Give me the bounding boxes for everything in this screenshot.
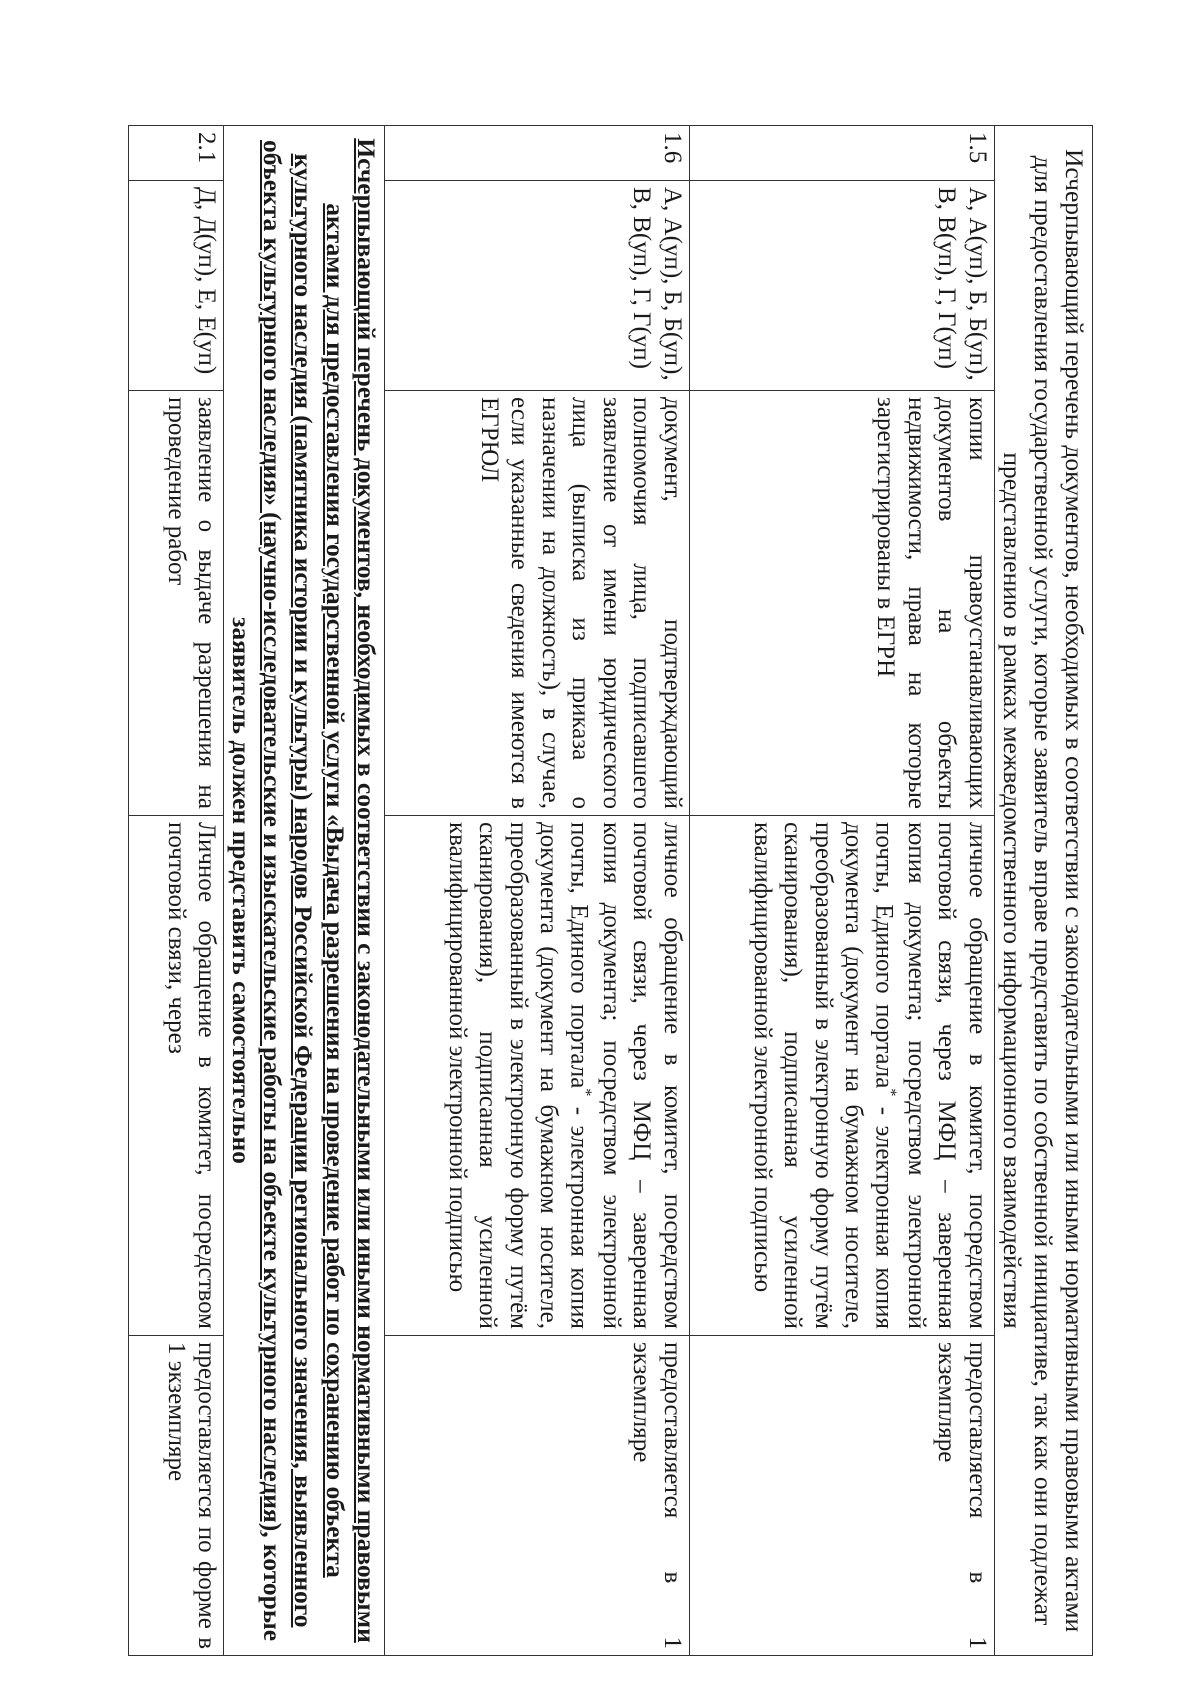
footnote-star: *	[882, 1088, 900, 1097]
table-row	[129, 126, 224, 1656]
method-text-3: - электронная копия документа (документ на бумажном носителе, преобразованный в электронную форму путём сканирования), подписанная усиленной квалифицированной электронной подписью	[443, 822, 593, 1329]
section2-caption-row	[224, 126, 385, 1656]
rotated-page	[83, 125, 1093, 1655]
document-name: заявление о выдаче разрешения на проведение работ	[129, 391, 224, 816]
footnote-star: *	[577, 1088, 595, 1097]
submission-form: предоставляется в 1 экземпляре	[384, 1336, 689, 1656]
applicant-categories: А, А(уп), Б, Б(уп), В, В(уп), Г, Г(уп)	[384, 181, 689, 391]
row-number: 1.5	[689, 126, 994, 181]
submission-method	[384, 816, 689, 1336]
submission-method	[689, 816, 994, 1336]
method-text-3: - электронная копия документа (документ на бумажном носителе, преобразованный в электронную форму путём сканирования), подписанная усиленной квалифицированной электронной подписью	[748, 822, 898, 1329]
submission-form: предоставляется по форме в 1 экземпляре	[129, 1336, 224, 1656]
method-text-2: посредством электронной почты, Единого портала	[870, 822, 930, 1330]
row-number: 1.6	[384, 126, 689, 181]
document-name: копии правоустанавливающих документов на объекты недвижимости, права на которые зарегистрированы в ЕГРН	[689, 391, 994, 816]
documents-table	[128, 125, 1093, 1656]
section1-caption-row	[994, 126, 1092, 1656]
document-name: документ, подтверждающий полномочия лица, подписавшего заявление от имени юридического лица (выписка из приказа о назначении на должность), в случае, если указанные сведения имеются в ЕГРЮЛ	[384, 391, 689, 816]
section2-caption-tail: , которые заявитель должен представить самостоятельно	[227, 617, 288, 1642]
method-text-2: посредством электронной почты, Единого портала	[565, 822, 625, 1330]
applicant-categories: Д, Д(уп), Е, Е(уп)	[129, 181, 224, 391]
submission-form: предоставляется в 1 экземпляре	[689, 1336, 994, 1656]
table-row	[384, 126, 689, 1656]
section2-caption-main: Исчерпывающий перечень документов, необходимых в соответствии с законодательными или иными нормативными правовыми актами для предоставления государственной услуги «Выдача разрешения на проведение работ по сохранению объекта культурного наследия (памятника истории и культуры) народов Российской Федерации регионального значения, выявленного объекта культурного наследия» (научно-исследовательские и изыскательские работы на объекте культурного наследия)	[258, 138, 381, 1643]
method-text-1: личное обращение в комитет, посредством почтовой связи, через МФЦ – заверенная копия документа;	[902, 822, 991, 1329]
row-number: 2.1	[129, 126, 224, 181]
applicant-categories: А, А(уп), Б, Б(уп), В, В(уп), Г, Г(уп)	[689, 181, 994, 391]
section2-caption	[224, 126, 385, 1656]
section1-caption: Исчерпывающий перечень документов, необходимых в соответствии с законодательными или иными нормативными правовыми актами для предоставления государственной услуги, которые заявитель вправе представить по собственной инициативе, так как они подлежат представлению в рамках межведомственного информационного взаимодействия	[994, 126, 1092, 1656]
method-text-1: личное обращение в комитет, посредством почтовой связи, через МФЦ – заверенная копия документа;	[597, 822, 686, 1329]
submission-method: Личное обращение в комитет, посредством почтовой связи, через	[129, 816, 224, 1336]
table-row	[689, 126, 994, 1656]
